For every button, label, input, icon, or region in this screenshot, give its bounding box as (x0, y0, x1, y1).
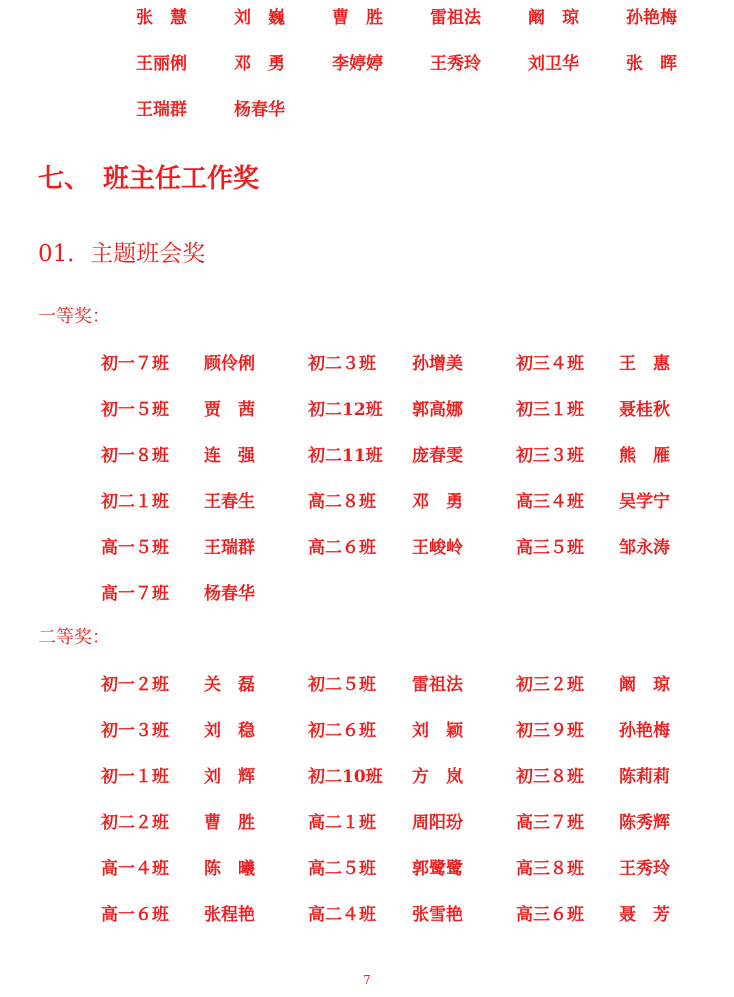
teacher-cell: 邓 勇 (412, 492, 463, 512)
class-cell: 初二２班 (101, 813, 169, 833)
section-title: 七、 班主任工作奖 (38, 164, 260, 194)
class-cell: 初二５班 (308, 675, 376, 695)
teacher-cell: 张程艳 (204, 905, 255, 925)
class-cell: 初一５班 (101, 400, 169, 420)
name-cell: 阚 琼 (528, 8, 579, 28)
class-cell: 高三８班 (516, 859, 584, 879)
teacher-cell: 刘 辉 (204, 767, 255, 787)
table-row (101, 582, 701, 628)
teacher-cell: 刘 颖 (412, 721, 463, 741)
table-row (101, 857, 701, 903)
teacher-cell: 贾 茜 (204, 400, 255, 420)
table-row (101, 719, 701, 765)
teacher-cell: 王秀玲 (619, 859, 670, 879)
class-cell: 初一１班 (101, 767, 169, 787)
class-cell: 高三４班 (516, 492, 584, 512)
teacher-cell: 郭鹭鹭 (412, 859, 463, 879)
class-cell: 初二６班 (308, 721, 376, 741)
teacher-cell: 陈秀辉 (619, 813, 670, 833)
name-cell: 雷祖法 (430, 8, 481, 28)
class-cell: 高二５班 (308, 859, 376, 879)
teacher-cell: 刘 稳 (204, 721, 255, 741)
table-row (101, 490, 701, 536)
class-cell: 高三５班 (516, 538, 584, 558)
class-cell: 高三６班 (516, 905, 584, 925)
name-cell: 刘卫华 (528, 54, 579, 74)
first-prize-label: 一等奖： (38, 306, 110, 327)
name-row (136, 98, 716, 144)
class-cell: 初三４班 (516, 354, 584, 374)
class-cell: 初二１班 (101, 492, 169, 512)
name-cell: 王瑞群 (136, 100, 187, 120)
class-cell: 高二４班 (308, 905, 376, 925)
name-cell: 孙艳梅 (626, 8, 677, 28)
teacher-cell: 庞春雯 (412, 446, 463, 466)
class-cell: 初二11班 (308, 446, 383, 466)
subsection-title: 01．主题班会奖 (38, 241, 206, 267)
teacher-cell: 郭高娜 (412, 400, 463, 420)
teacher-cell: 孙增美 (412, 354, 463, 374)
class-cell: 高二１班 (308, 813, 376, 833)
teacher-cell: 连 强 (204, 446, 255, 466)
teacher-cell: 吴学宁 (619, 492, 670, 512)
name-cell: 邓 勇 (234, 54, 285, 74)
name-cell: 王丽俐 (136, 54, 187, 74)
class-cell: 初三１班 (516, 400, 584, 420)
class-cell: 初二10班 (308, 767, 383, 787)
name-cell: 张 慧 (136, 8, 187, 28)
name-cell: 杨春华 (234, 100, 285, 120)
class-cell: 初三９班 (516, 721, 584, 741)
teacher-cell: 王峻岭 (412, 538, 463, 558)
teacher-cell: 关 磊 (204, 675, 255, 695)
class-cell: 初二12班 (308, 400, 383, 420)
teacher-cell: 聂桂秋 (619, 400, 670, 420)
second-prize-table (101, 673, 701, 949)
page-number: 7 (363, 973, 371, 987)
teacher-cell: 邹永涛 (619, 538, 670, 558)
name-cell: 刘 巍 (234, 8, 285, 28)
teacher-cell: 孙艳梅 (619, 721, 670, 741)
class-cell: 初三３班 (516, 446, 584, 466)
table-row (101, 444, 701, 490)
name-cell: 王秀玲 (430, 54, 481, 74)
teacher-cell: 王 惠 (619, 354, 670, 374)
table-row (101, 536, 701, 582)
class-cell: 高二６班 (308, 538, 376, 558)
table-row (101, 811, 701, 857)
teacher-cell: 曹 胜 (204, 813, 255, 833)
table-row (101, 352, 701, 398)
teacher-cell: 阚 琼 (619, 675, 670, 695)
class-cell: 高一５班 (101, 538, 169, 558)
teacher-cell: 王瑞群 (204, 538, 255, 558)
teacher-cell: 杨春华 (204, 584, 255, 604)
teacher-cell: 王春生 (204, 492, 255, 512)
table-row (101, 673, 701, 719)
name-cell: 李婷婷 (332, 54, 383, 74)
name-row (136, 52, 716, 98)
teacher-cell: 张雪艳 (412, 905, 463, 925)
class-cell: 初三８班 (516, 767, 584, 787)
class-cell: 高一４班 (101, 859, 169, 879)
class-cell: 高一６班 (101, 905, 169, 925)
class-cell: 初三２班 (516, 675, 584, 695)
class-cell: 高一７班 (101, 584, 169, 604)
table-row (101, 398, 701, 444)
teacher-cell: 熊 雁 (619, 446, 670, 466)
top-name-list (136, 6, 716, 144)
teacher-cell: 顾伶俐 (204, 354, 255, 374)
class-cell: 初一３班 (101, 721, 169, 741)
teacher-cell: 雷祖法 (412, 675, 463, 695)
class-cell: 初一８班 (101, 446, 169, 466)
teacher-cell: 陈莉莉 (619, 767, 670, 787)
teacher-cell: 聂 芳 (619, 905, 670, 925)
teacher-cell: 方 岚 (412, 767, 463, 787)
first-prize-table (101, 352, 701, 628)
name-cell: 曹 胜 (332, 8, 383, 28)
class-cell: 高二８班 (308, 492, 376, 512)
class-cell: 初二３班 (308, 354, 376, 374)
teacher-cell: 陈 曦 (204, 859, 255, 879)
name-cell: 张 晖 (626, 54, 677, 74)
name-row (136, 6, 716, 52)
class-cell: 高三７班 (516, 813, 584, 833)
class-cell: 初一２班 (101, 675, 169, 695)
second-prize-label: 二等奖： (38, 627, 110, 648)
class-cell: 初一７班 (101, 354, 169, 374)
teacher-cell: 周阳玢 (412, 813, 463, 833)
table-row (101, 765, 701, 811)
table-row (101, 903, 701, 949)
